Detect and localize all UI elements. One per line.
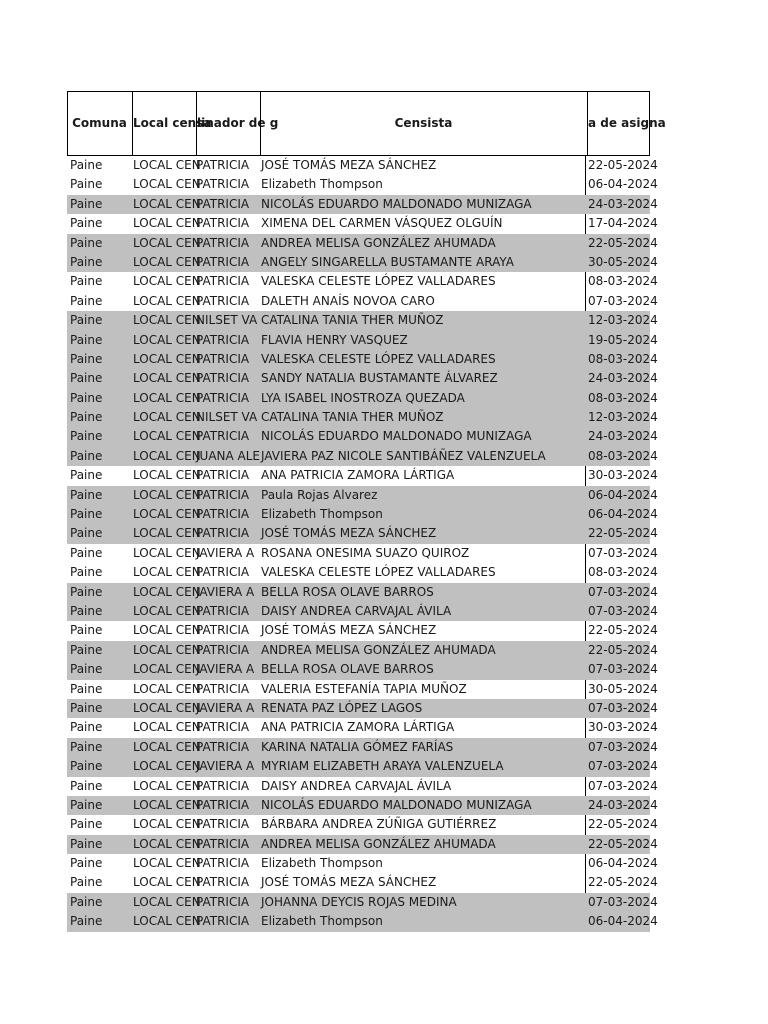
cell-fecha[interactable]: 08-03-2024 bbox=[588, 565, 658, 580]
cell-censista[interactable]: JOSÉ TOMÁS MEZA SÁNCHEZ bbox=[261, 623, 437, 638]
table-row[interactable] bbox=[67, 331, 658, 350]
cell-censista[interactable]: JAVIERA PAZ NICOLE SANTIBÁÑEZ VALENZUELA bbox=[261, 448, 546, 463]
cell-comuna[interactable]: Paine bbox=[70, 797, 103, 812]
header-comuna[interactable]: Comuna bbox=[72, 116, 127, 130]
cell-comuna[interactable]: Paine bbox=[70, 235, 103, 250]
cell-comuna[interactable]: Paine bbox=[70, 836, 103, 851]
cell-local-censal[interactable]: LOCAL CEN bbox=[133, 720, 201, 735]
cell-fecha[interactable]: 08-03-2024 bbox=[588, 390, 658, 405]
header-coordinador[interactable]: linador de g bbox=[196, 92, 259, 155]
cell-censista[interactable]: ROSANA ONESIMA SUAZO QUIROZ bbox=[261, 545, 470, 560]
cell-coordinador[interactable]: PATRICIA bbox=[196, 720, 250, 735]
cell-local-censal[interactable]: LOCAL CEN bbox=[133, 778, 201, 793]
cell-coordinador[interactable]: NILSET VA bbox=[196, 410, 258, 425]
cell-coordinador[interactable]: JAVIERA A bbox=[196, 700, 255, 715]
cell-censista[interactable]: VALESKA CELESTE LÓPEZ VALLADARES bbox=[261, 274, 496, 289]
table-row[interactable] bbox=[67, 815, 658, 834]
table-row[interactable] bbox=[67, 777, 658, 796]
cell-local-censal[interactable]: LOCAL CEN bbox=[133, 526, 201, 541]
cell-fecha[interactable]: 07-03-2024 bbox=[588, 759, 658, 774]
cell-fecha[interactable]: 07-03-2024 bbox=[588, 293, 658, 308]
cell-censista[interactable]: NICOLÁS EDUARDO MALDONADO MUNIZAGA bbox=[261, 429, 532, 444]
cell-coordinador[interactable]: PATRICIA bbox=[196, 817, 250, 832]
cell-local-censal[interactable]: LOCAL CEN bbox=[133, 700, 201, 715]
cell-comuna[interactable]: Paine bbox=[70, 681, 103, 696]
cell-censista[interactable]: XIMENA DEL CARMEN VÁSQUEZ OLGUÍN bbox=[261, 216, 503, 231]
cell-coordinador[interactable]: JAVIERA A bbox=[196, 545, 255, 560]
table-row[interactable] bbox=[67, 718, 658, 737]
cell-comuna[interactable]: Paine bbox=[70, 914, 103, 929]
cell-comuna[interactable]: Paine bbox=[70, 623, 103, 638]
table-row[interactable] bbox=[67, 234, 658, 253]
table-row[interactable] bbox=[67, 641, 658, 660]
cell-fecha[interactable]: 12-03-2024 bbox=[588, 410, 658, 425]
cell-local-censal[interactable]: LOCAL CEN bbox=[133, 410, 201, 425]
cell-censista[interactable]: MYRIAM ELIZABETH ARAYA VALENZUELA bbox=[261, 759, 504, 774]
cell-comuna[interactable]: Paine bbox=[70, 313, 103, 328]
cell-local-censal[interactable]: LOCAL CEN bbox=[133, 894, 201, 909]
cell-local-censal[interactable]: LOCAL CEN bbox=[133, 351, 201, 366]
cell-local-censal[interactable]: LOCAL CEN bbox=[133, 642, 201, 657]
cell-coordinador[interactable]: PATRICIA bbox=[196, 216, 250, 231]
cell-fecha[interactable]: 22-05-2024 bbox=[588, 642, 658, 657]
cell-coordinador[interactable]: PATRICIA bbox=[196, 623, 250, 638]
table-row[interactable] bbox=[67, 796, 658, 815]
table-row[interactable] bbox=[67, 156, 658, 175]
cell-local-censal[interactable]: LOCAL CEN bbox=[133, 177, 201, 192]
table-row[interactable] bbox=[67, 253, 658, 272]
cell-censista[interactable]: ANDREA MELISA GONZÁLEZ AHUMADA bbox=[261, 642, 496, 657]
cell-censista[interactable]: BELLA ROSA OLAVE BARROS bbox=[261, 584, 434, 599]
cell-fecha[interactable]: 22-05-2024 bbox=[588, 875, 658, 890]
cell-fecha[interactable]: 08-03-2024 bbox=[588, 274, 658, 289]
cell-fecha[interactable]: 06-04-2024 bbox=[588, 856, 658, 871]
cell-censista[interactable]: NICOLÁS EDUARDO MALDONADO MUNIZAGA bbox=[261, 797, 532, 812]
table-row[interactable] bbox=[67, 214, 658, 233]
table-row[interactable] bbox=[67, 350, 658, 369]
table-row[interactable] bbox=[67, 272, 658, 291]
table-row[interactable] bbox=[67, 544, 658, 563]
cell-censista[interactable]: DAISY ANDREA CARVAJAL ÁVILA bbox=[261, 603, 452, 618]
cell-local-censal[interactable]: LOCAL CEN bbox=[133, 739, 201, 754]
cell-comuna[interactable]: Paine bbox=[70, 642, 103, 657]
header-fecha-asignacion[interactable]: a de asigna bbox=[587, 92, 651, 155]
cell-fecha[interactable]: 30-05-2024 bbox=[588, 254, 658, 269]
table-row[interactable] bbox=[67, 893, 658, 912]
cell-censista[interactable]: VALESKA CELESTE LÓPEZ VALLADARES bbox=[261, 565, 496, 580]
cell-local-censal[interactable]: LOCAL CEN bbox=[133, 371, 201, 386]
cell-coordinador[interactable]: PATRICIA bbox=[196, 254, 250, 269]
cell-local-censal[interactable]: LOCAL CEN bbox=[133, 216, 201, 231]
cell-censista[interactable]: VALERIA ESTEFANÍA TAPIA MUÑOZ bbox=[261, 681, 467, 696]
cell-local-censal[interactable]: LOCAL CEN bbox=[133, 545, 201, 560]
cell-coordinador[interactable]: PATRICIA bbox=[196, 390, 250, 405]
table-row[interactable] bbox=[67, 680, 658, 699]
cell-local-censal[interactable]: LOCAL CEN bbox=[133, 313, 201, 328]
cell-censista[interactable]: ANA PATRICIA ZAMORA LÁRTIGA bbox=[261, 720, 455, 735]
cell-local-censal[interactable]: LOCAL CEN bbox=[133, 875, 201, 890]
cell-censista[interactable]: LYA ISABEL INOSTROZA QUEZADA bbox=[261, 390, 465, 405]
cell-local-censal[interactable]: LOCAL CEN bbox=[133, 468, 201, 483]
cell-coordinador[interactable]: PATRICIA bbox=[196, 681, 250, 696]
cell-censista[interactable]: CATALINA TANIA THER MUÑOZ bbox=[261, 410, 444, 425]
table-row[interactable] bbox=[67, 699, 658, 718]
cell-coordinador[interactable]: PATRICIA bbox=[196, 526, 250, 541]
cell-coordinador[interactable]: PATRICIA bbox=[196, 468, 250, 483]
cell-local-censal[interactable]: LOCAL CEN bbox=[133, 254, 201, 269]
cell-fecha[interactable]: 22-05-2024 bbox=[588, 235, 658, 250]
cell-censista[interactable]: JOHANNA DEYCIS ROJAS MEDINA bbox=[261, 894, 457, 909]
table-body bbox=[67, 156, 658, 932]
cell-comuna[interactable]: Paine bbox=[70, 351, 103, 366]
cell-local-censal[interactable]: LOCAL CEN bbox=[133, 565, 201, 580]
cell-comuna[interactable]: Paine bbox=[70, 448, 103, 463]
cell-comuna[interactable]: Paine bbox=[70, 759, 103, 774]
cell-coordinador[interactable]: JAVIERA A bbox=[196, 759, 255, 774]
cell-local-censal[interactable]: LOCAL CEN bbox=[133, 623, 201, 638]
cell-comuna[interactable]: Paine bbox=[70, 468, 103, 483]
cell-fecha[interactable]: 30-03-2024 bbox=[588, 468, 658, 483]
spreadsheet-table bbox=[67, 91, 666, 932]
header-censista[interactable]: Censista bbox=[260, 92, 586, 155]
table-row[interactable] bbox=[67, 583, 658, 602]
cell-local-censal[interactable]: LOCAL CEN bbox=[133, 759, 201, 774]
cell-fecha[interactable]: 24-03-2024 bbox=[588, 797, 658, 812]
table-row[interactable] bbox=[67, 427, 658, 446]
table-row[interactable] bbox=[67, 873, 658, 892]
cell-coordinador[interactable]: PATRICIA bbox=[196, 177, 250, 192]
cell-local-censal[interactable]: LOCAL CEN bbox=[133, 429, 201, 444]
table-row[interactable] bbox=[67, 738, 658, 757]
table-row[interactable] bbox=[67, 175, 658, 194]
cell-comuna[interactable]: Paine bbox=[70, 390, 103, 405]
cell-local-censal[interactable]: LOCAL CEN bbox=[133, 487, 201, 502]
table-row[interactable] bbox=[67, 311, 658, 330]
cell-fecha[interactable]: 24-03-2024 bbox=[588, 429, 658, 444]
cell-local-censal[interactable]: LOCAL CEN bbox=[133, 448, 201, 463]
cell-coordinador[interactable]: PATRICIA bbox=[196, 429, 250, 444]
table-row[interactable] bbox=[67, 757, 658, 776]
cell-fecha[interactable]: 06-04-2024 bbox=[588, 914, 658, 929]
cell-coordinador[interactable]: PATRICIA bbox=[196, 856, 250, 871]
cell-censista[interactable]: Elizabeth Thompson bbox=[261, 177, 383, 192]
cell-local-censal[interactable]: LOCAL CEN bbox=[133, 235, 201, 250]
cell-local-censal[interactable]: LOCAL CEN bbox=[133, 856, 201, 871]
cell-comuna[interactable]: Paine bbox=[70, 662, 103, 677]
cell-coordinador[interactable]: PATRICIA bbox=[196, 642, 250, 657]
cell-fecha[interactable]: 22-05-2024 bbox=[588, 817, 658, 832]
cell-fecha[interactable]: 17-04-2024 bbox=[588, 216, 658, 231]
table-row[interactable] bbox=[67, 835, 658, 854]
cell-fecha[interactable]: 06-04-2024 bbox=[588, 487, 658, 502]
cell-censista[interactable]: SANDY NATALIA BUSTAMANTE ÁLVAREZ bbox=[261, 371, 498, 386]
cell-fecha[interactable]: 19-05-2024 bbox=[588, 332, 658, 347]
cell-fecha[interactable]: 08-03-2024 bbox=[588, 448, 658, 463]
cell-fecha[interactable]: 12-03-2024 bbox=[588, 313, 658, 328]
cell-comuna[interactable]: Paine bbox=[70, 720, 103, 735]
table-row[interactable] bbox=[67, 854, 658, 873]
cell-coordinador[interactable]: PATRICIA bbox=[196, 196, 250, 211]
cell-fecha[interactable]: 08-03-2024 bbox=[588, 351, 658, 366]
cell-comuna[interactable]: Paine bbox=[70, 545, 103, 560]
table-row[interactable] bbox=[67, 563, 658, 582]
cell-censista[interactable]: KARINA NATALIA GÓMEZ FARÍAS bbox=[261, 739, 454, 754]
cell-coordinador[interactable]: PATRICIA bbox=[196, 293, 250, 308]
cell-comuna[interactable]: Paine bbox=[70, 158, 103, 172]
cell-fecha[interactable]: 24-03-2024 bbox=[588, 196, 658, 211]
cell-fecha[interactable]: 22-05-2024 bbox=[588, 526, 658, 541]
cell-local-censal[interactable]: LOCAL CEN bbox=[133, 274, 201, 289]
cell-coordinador[interactable]: PATRICIA bbox=[196, 875, 250, 890]
cell-fecha[interactable]: 06-04-2024 bbox=[588, 177, 658, 192]
header-local-censal[interactable]: Local censa bbox=[132, 92, 195, 155]
cell-local-censal[interactable]: LOCAL CEN bbox=[133, 681, 201, 696]
cell-censista[interactable]: DAISY ANDREA CARVAJAL ÁVILA bbox=[261, 778, 452, 793]
cell-fecha[interactable]: 07-03-2024 bbox=[588, 662, 658, 677]
cell-comuna[interactable]: Paine bbox=[70, 410, 103, 425]
cell-comuna[interactable]: Paine bbox=[70, 196, 103, 211]
cell-coordinador[interactable]: PATRICIA bbox=[196, 778, 250, 793]
cell-comuna[interactable]: Paine bbox=[70, 216, 103, 231]
cell-comuna[interactable]: Paine bbox=[70, 371, 103, 386]
cell-fecha[interactable]: 22-05-2024 bbox=[588, 158, 658, 172]
cell-local-censal[interactable]: LOCAL CEN bbox=[133, 797, 201, 812]
cell-comuna[interactable]: Paine bbox=[70, 584, 103, 599]
cell-coordinador[interactable]: JAVIERA A bbox=[196, 662, 255, 677]
cell-coordinador[interactable]: PATRICIA bbox=[196, 894, 250, 909]
cell-coordinador[interactable]: PATRICIA bbox=[196, 274, 250, 289]
cell-comuna[interactable]: Paine bbox=[70, 332, 103, 347]
cell-censista[interactable]: BÁRBARA ANDREA ZÚÑIGA GUTIÉRREZ bbox=[261, 817, 497, 832]
cell-comuna[interactable]: Paine bbox=[70, 429, 103, 444]
table-header-row bbox=[67, 91, 666, 156]
cell-coordinador[interactable]: PATRICIA bbox=[196, 332, 250, 347]
table-row[interactable] bbox=[67, 660, 658, 679]
cell-local-censal[interactable]: LOCAL CEN bbox=[133, 332, 201, 347]
cell-censista[interactable]: Paula Rojas Alvarez bbox=[261, 487, 378, 502]
cell-fecha[interactable]: 06-04-2024 bbox=[588, 507, 658, 522]
cell-comuna[interactable]: Paine bbox=[70, 487, 103, 502]
cell-coordinador[interactable]: PATRICIA bbox=[196, 507, 250, 522]
cell-censista[interactable]: FLAVIA HENRY VASQUEZ bbox=[261, 332, 408, 347]
table-row[interactable] bbox=[67, 466, 658, 485]
cell-comuna[interactable]: Paine bbox=[70, 293, 103, 308]
cell-coordinador[interactable]: PATRICIA bbox=[196, 603, 250, 618]
cell-censista[interactable]: JOSÉ TOMÁS MEZA SÁNCHEZ bbox=[261, 875, 437, 890]
cell-fecha[interactable]: 07-03-2024 bbox=[588, 778, 658, 793]
cell-coordinador[interactable]: JAVIERA A bbox=[196, 584, 255, 599]
cell-coordinador[interactable]: PATRICIA bbox=[196, 565, 250, 580]
cell-fecha[interactable]: 07-03-2024 bbox=[588, 894, 658, 909]
cell-local-censal[interactable]: LOCAL CEN bbox=[133, 507, 201, 522]
table-row[interactable] bbox=[67, 486, 658, 505]
cell-censista[interactable]: DALETH ANAÍS NOVOA CARO bbox=[261, 293, 435, 308]
table-row[interactable] bbox=[67, 912, 658, 931]
cell-censista[interactable]: BELLA ROSA OLAVE BARROS bbox=[261, 662, 434, 677]
table-row[interactable] bbox=[67, 292, 658, 311]
cell-fecha[interactable]: 07-03-2024 bbox=[588, 700, 658, 715]
cell-coordinador[interactable]: PATRICIA bbox=[196, 371, 250, 386]
cell-coordinador[interactable]: PATRICIA bbox=[196, 914, 250, 929]
cell-fecha[interactable]: 22-05-2024 bbox=[588, 623, 658, 638]
cell-local-censal[interactable]: LOCAL CEN bbox=[133, 817, 201, 832]
cell-local-censal[interactable]: LOCAL CEN bbox=[133, 158, 201, 172]
cell-local-censal[interactable]: LOCAL CEN bbox=[133, 914, 201, 929]
cell-comuna[interactable]: Paine bbox=[70, 700, 103, 715]
cell-coordinador[interactable]: PATRICIA bbox=[196, 351, 250, 366]
cell-local-censal[interactable]: LOCAL CEN bbox=[133, 662, 201, 677]
table-row[interactable] bbox=[67, 408, 658, 427]
table-row[interactable] bbox=[67, 602, 658, 621]
cell-comuna[interactable]: Paine bbox=[70, 856, 103, 871]
cell-censista[interactable]: ANDREA MELISA GONZÁLEZ AHUMADA bbox=[261, 235, 496, 250]
cell-local-censal[interactable]: LOCAL CEN bbox=[133, 390, 201, 405]
cell-local-censal[interactable]: LOCAL CEN bbox=[133, 836, 201, 851]
cell-coordinador[interactable]: PATRICIA bbox=[196, 158, 250, 172]
table-row[interactable] bbox=[67, 447, 658, 466]
cell-comuna[interactable]: Paine bbox=[70, 894, 103, 909]
cell-censista[interactable]: ANA PATRICIA ZAMORA LÁRTIGA bbox=[261, 468, 455, 483]
cell-coordinador[interactable]: JUANA ALE bbox=[196, 448, 261, 463]
cell-coordinador[interactable]: PATRICIA bbox=[196, 487, 250, 502]
cell-coordinador[interactable]: PATRICIA bbox=[196, 836, 250, 851]
cell-coordinador[interactable]: PATRICIA bbox=[196, 235, 250, 250]
cell-censista[interactable]: Elizabeth Thompson bbox=[261, 856, 383, 871]
cell-fecha[interactable]: 30-03-2024 bbox=[588, 720, 658, 735]
table-row[interactable] bbox=[67, 389, 658, 408]
table-row[interactable] bbox=[67, 195, 658, 214]
table-row[interactable] bbox=[67, 524, 658, 543]
cell-comuna[interactable]: Paine bbox=[70, 875, 103, 890]
cell-comuna[interactable]: Paine bbox=[70, 177, 103, 192]
cell-fecha[interactable]: 07-03-2024 bbox=[588, 545, 658, 560]
cell-coordinador[interactable]: NILSET VA bbox=[196, 313, 258, 328]
cell-fecha[interactable]: 24-03-2024 bbox=[588, 371, 658, 386]
cell-censista[interactable]: ANDREA MELISA GONZÁLEZ AHUMADA bbox=[261, 836, 496, 851]
cell-comuna[interactable]: Paine bbox=[70, 526, 103, 541]
cell-comuna[interactable]: Paine bbox=[70, 274, 103, 289]
cell-comuna[interactable]: Paine bbox=[70, 565, 103, 580]
cell-comuna[interactable]: Paine bbox=[70, 603, 103, 618]
cell-censista[interactable]: NICOLÁS EDUARDO MALDONADO MUNIZAGA bbox=[261, 196, 532, 211]
cell-local-censal[interactable]: LOCAL CEN bbox=[133, 293, 201, 308]
cell-coordinador[interactable]: PATRICIA bbox=[196, 797, 250, 812]
cell-censista[interactable]: CATALINA TANIA THER MUÑOZ bbox=[261, 313, 444, 328]
cell-censista[interactable]: JOSÉ TOMÁS MEZA SÁNCHEZ bbox=[261, 158, 437, 172]
table-row[interactable] bbox=[67, 369, 658, 388]
table-row[interactable] bbox=[67, 505, 658, 524]
cell-fecha[interactable]: 07-03-2024 bbox=[588, 603, 658, 618]
cell-censista[interactable]: Elizabeth Thompson bbox=[261, 914, 383, 929]
cell-coordinador[interactable]: PATRICIA bbox=[196, 739, 250, 754]
cell-local-censal[interactable]: LOCAL CEN bbox=[133, 603, 201, 618]
cell-local-censal[interactable]: LOCAL CEN bbox=[133, 584, 201, 599]
cell-comuna[interactable]: Paine bbox=[70, 739, 103, 754]
cell-comuna[interactable]: Paine bbox=[70, 507, 103, 522]
cell-censista[interactable]: ANGELY SINGARELLA BUSTAMANTE ARAYA bbox=[261, 254, 514, 269]
cell-comuna[interactable]: Paine bbox=[70, 817, 103, 832]
cell-censista[interactable]: Elizabeth Thompson bbox=[261, 507, 383, 522]
cell-fecha[interactable]: 07-03-2024 bbox=[588, 739, 658, 754]
cell-fecha[interactable]: 22-05-2024 bbox=[588, 836, 658, 851]
cell-local-censal[interactable]: LOCAL CEN bbox=[133, 196, 201, 211]
cell-comuna[interactable]: Paine bbox=[70, 778, 103, 793]
cell-censista[interactable]: VALESKA CELESTE LÓPEZ VALLADARES bbox=[261, 351, 496, 366]
cell-censista[interactable]: JOSÉ TOMÁS MEZA SÁNCHEZ bbox=[261, 526, 437, 541]
table-row[interactable] bbox=[67, 621, 658, 640]
cell-fecha[interactable]: 07-03-2024 bbox=[588, 584, 658, 599]
cell-fecha[interactable]: 30-05-2024 bbox=[588, 681, 658, 696]
cell-comuna[interactable]: Paine bbox=[70, 254, 103, 269]
cell-censista[interactable]: RENATA PAZ LÓPEZ LAGOS bbox=[261, 700, 423, 715]
